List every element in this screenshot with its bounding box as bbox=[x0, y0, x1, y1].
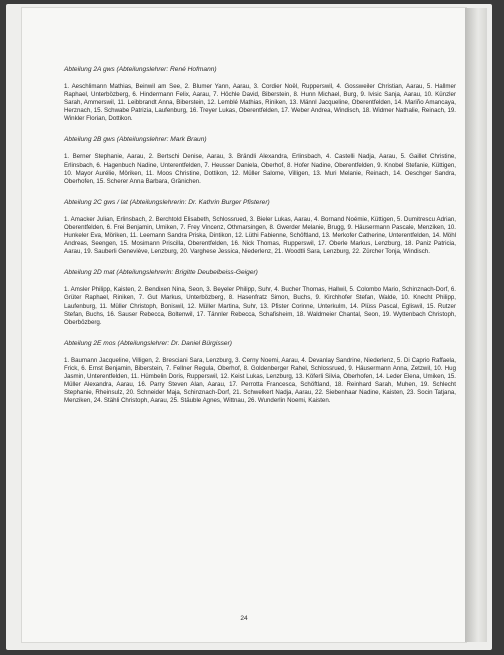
section-2e bbox=[64, 340, 456, 406]
section-2a bbox=[64, 66, 456, 123]
student-list: 1. Aeschlimann Mathias, Beinwil am See, 2. Blumer Yann, Aarau, 3. Cordier Noël, Rupperswil, 4. Gossweiler Christian, Aarau, 5. Hallmer Raphael, Unterbözberg, 6. Hindermann Felix, Aarau, 7. Höchle David, Biberstein, 8. Hunn Michael, Burg, 9. Ivisic Sanja, Aarau, 10. Künzler Sarah, Ammerswil, 11. Leibbrandt Anna, Biberstein, 12. Lemblé Mathias, Riniken, 13. Männl Jacqueline, Oberentfelden, 14. Mariño Amancaya, Herznach, 15. Schwabe Patrizia, Laufenburg, 16. Treyer Lukas, Oberentfelden, 17. Weber Andrea, Windisch, 18. Widmer Nathalie, Reinach, 19. Winkler Florian, Dottikon. bbox=[64, 83, 456, 123]
document-page bbox=[22, 8, 466, 642]
student-list: 1. Baumann Jacqueline, Villigen, 2. Bresciani Sara, Lenzburg, 3. Cerny Noemi, Aarau, 4. Devanlay Sandrine, Niederlenz, 5. Di Caprio Raffaela, Frick, 6. Ernst Benjamin, Biberstein, 7. Fellner Regula, Oberhof, 8. Goldenberger Rahel, Schlossrued, 9. Häusermann Anna, Zetzwil, 10. Hug Jasmin, Unterentfelden, 11. Hümbelin Doris, Rupperswil, 12. Keist Lukas, Lenzburg, 13. Köferli Silvia, Oberhofen, 14. Leder Elena, Umiken, 15. Müller Alexandra, Aarau, 16. Parry Steven Alan, Aarau, 17. Perrotta Francesca, Schöftland, 18. Reinhard Sarah, Muhen, 19. Schlecht Stephanie, Rheinsulz, 20. Schneider Maja, Schinznach-Dorf, 21. Schwelkert Nadja, Aarau, 22. Siebenhaar Nadine, Kaisten, 23. Socin Tatjana, Menziken, 24. Stähli Christoph, Aarau, 25. Stäuble Agnes, Wittnau, 26. Wunderlin Noemi, Kaisten. bbox=[64, 356, 456, 405]
section-heading: Abteilung 2A gws (Abteilungslehrer: René Hofmann) bbox=[64, 66, 217, 73]
section-2d bbox=[64, 269, 456, 326]
student-list: 1. Berner Stephanie, Aarau, 2. Bertschi Denise, Aarau, 3. Brändli Alexandra, Erlinsbach, 4. Castelli Nadja, Aarau, 5. Gaillet Christine, Erlinsbach, 6. Hagenbuch Nadine, Unterentfelden, 7. Heusser Daniela, Oberhof, 8. Hofer Nadine, Oberentfelden, 9. Knobel Stefanie, Küttigen, 10. Mayor Aurélie, Möriken, 11. Moos Christine, Dottikon, 12. Müller Salome, Villigen, 13. Muri Melanie, Reinach, 14. Oeschger Sandra, Oberhofen, 15. Scherer Anna Barbara, Gränichen. bbox=[64, 153, 456, 185]
student-list: 1. Amacker Julian, Erlinsbach, 2. Berchtold Elisabeth, Schlossrued, 3. Bieler Lukas, Aarau, 4. Bornand Noémie, Küttigen, 5. Dumitrescu Adrian, Oberentfelden, 6. Frei Benjamin, Umiken, 7. Frey Vincenz, Othmarsingen, 8. Gwerder Melanie, Brugg, 9. Häusermann Pascale, Menziken, 10. Hunkeler Eva, Möriken, 11. Leemann Sandra Priska, Dintikon, 12. Lüthi Fabienne, Schöftland, 13. Merkofer Catherine, Unterentfelden, 14. Möhl Andreas, Seengen, 15. Mosimann Priscilla, Oberentfelden, 16. Nick Thomas, Rupperswil, 17. Oberle Markus, Lenzburg, 18. Paniz Patricia, Aarau, 19. Sauberli Geneviève, Lenzburg, 20. Varghese Jessica, Niederlenz, 21. Woodtli Sara, Lenzburg, 22. Zürcher Tonja, Windisch. bbox=[64, 215, 456, 256]
page-fold-shadow bbox=[465, 8, 487, 642]
class-lists bbox=[64, 66, 456, 418]
section-heading: Abteilung 2E mos (Abteilungslehrer: Dr. Daniel Bürgisser) bbox=[64, 339, 232, 347]
section-heading: Abteilung 2B gws (Abteilungslehrer: Mark Braun) bbox=[64, 136, 207, 144]
page-number: 24 bbox=[240, 615, 248, 622]
student-list: 1. Amsler Philipp, Kaisten, 2. Bendixen Nina, Seon, 3. Beyeler Philipp, Suhr, 4. Bucher Thomas, Hallwil, 5. Colombo Mario, Schinznach-Dorf, 6. Grüter Raphael, Riniken, 7. Gut Markus, Unterbözberg, 8. Hasenfratz Simon, Buchs, 9. Kirchhofer Stefan, Walde, 10. Knecht Philipp, Laufenburg, 11. Müller Christoph, Boniswil, 12. Müller Martina, Suhr, 13. Pfister Corinne, Unterkulm, 14. Plüss Pascal, Egliswil, 15. Rutzer Stefan, Buchs, 16. Sauser Rebecca, Boltenwil, 17. Tännler Rebecca, Schafisheim, 18. Waldmeier Chantal, Seon, 19. Wyttenbach Christoph, Oberbözberg. bbox=[64, 286, 456, 326]
section-heading: Abteilung 2C gws / lat (Abteilungslehrerin: Dr. Kathrin Burger Pfisterer) bbox=[64, 198, 270, 206]
section-2c bbox=[64, 199, 456, 256]
section-2b bbox=[64, 136, 456, 185]
section-heading: Abteilung 2D mat (Abteilungslehrerin: Brigitte Deubelbeiss-Geiger) bbox=[64, 269, 258, 277]
